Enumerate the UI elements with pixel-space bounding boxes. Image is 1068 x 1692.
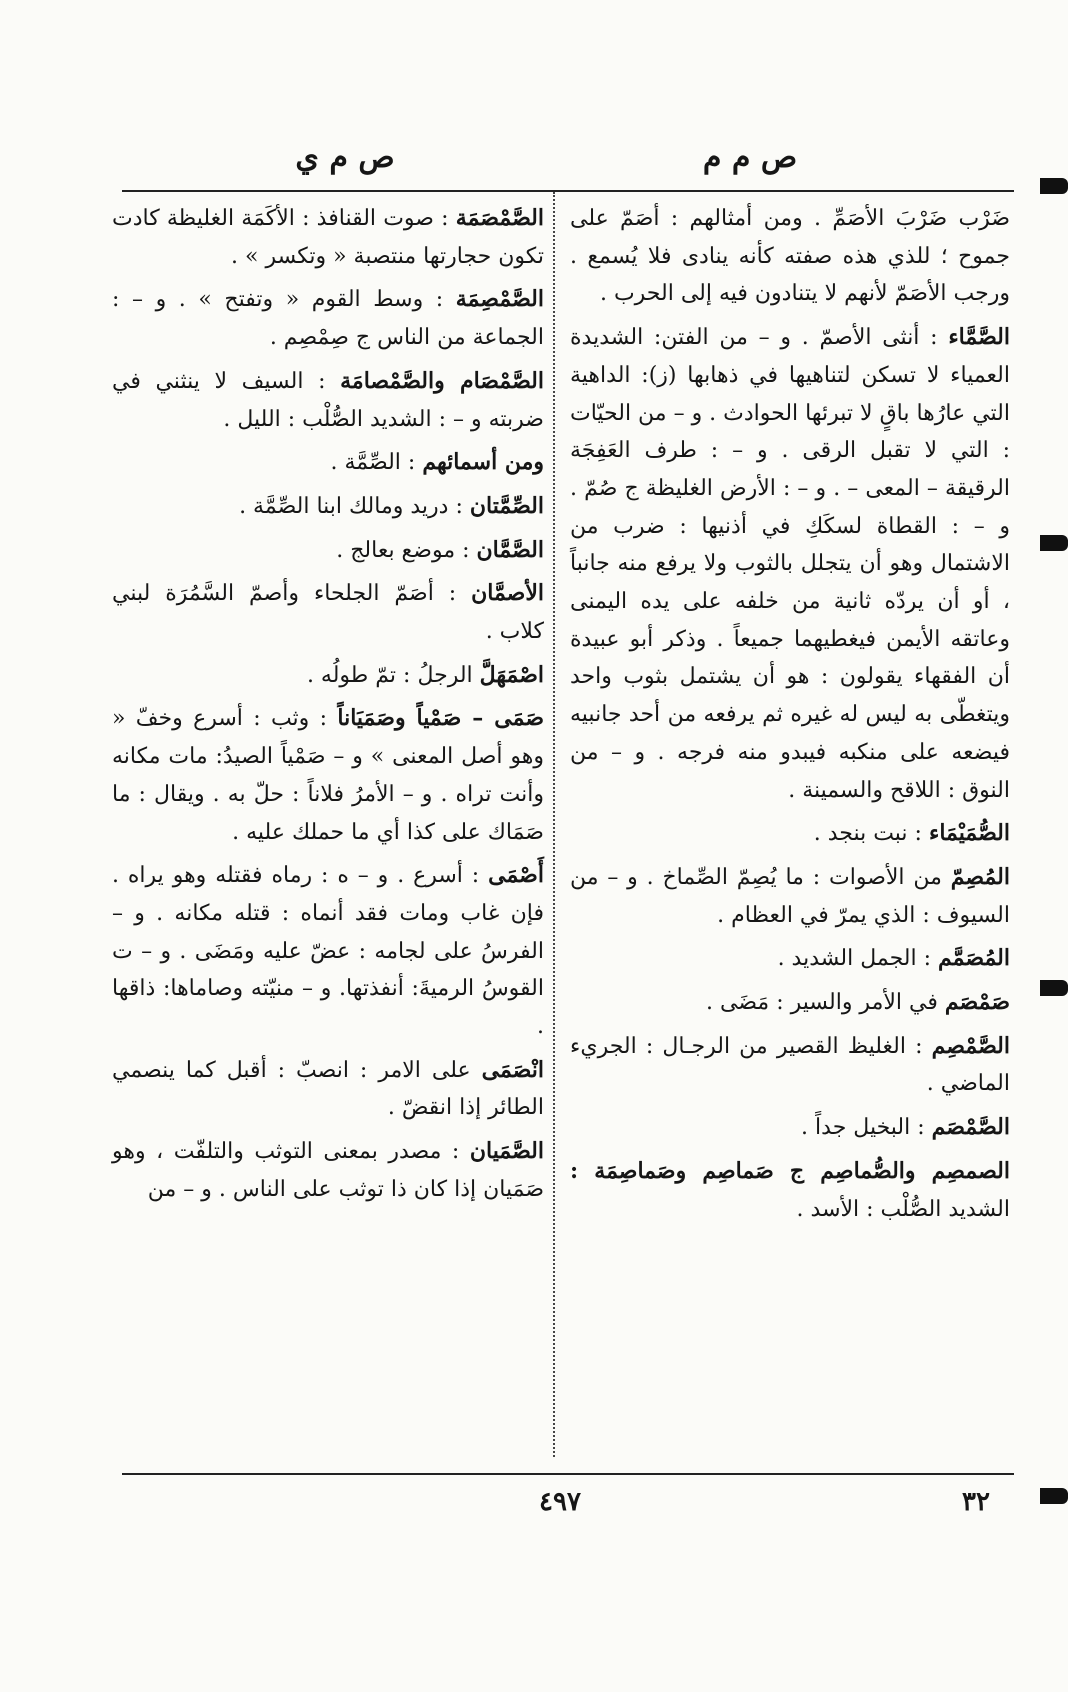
volume-page-number: ٣٢ [962, 1487, 990, 1517]
entry-headword: الصَّمْصَمَة [455, 205, 544, 231]
left-column [112, 200, 544, 1215]
entry-headword: المُصَمَّم [938, 945, 1010, 972]
entry-definition: : الجمل الشديد . [777, 946, 932, 972]
entry-definition: على الامر : انصبّ : أقبل كما ينصمي الطائر إذا انقضّ . [112, 1057, 544, 1121]
dictionary-entry [112, 700, 544, 851]
entry-definition: : أصَمّ الجلحاء وأصمّ السَّمُرَة لبني كلاب . [112, 581, 544, 645]
dictionary-entry [570, 319, 1010, 809]
entry-headword: الصَّمْصِمَة [455, 286, 545, 313]
entry-definition: : السيف لا ينثني في ضربته و – : الشديد الصُّلْب : الليل . [112, 368, 544, 432]
dictionary-entry [112, 363, 544, 438]
entry-definition: : مصدر بمعنى التوثب والتلفّت ، وهو صَمَيان إذا كان ذا توثب على الناس . و – من [112, 1139, 544, 1202]
dictionary-entry [112, 657, 544, 695]
entry-definition: : صوت القنافذ : الأكَمَة الغليظة كادت تكون حجارتها منتصبة « وتكسر » . [112, 206, 544, 269]
dictionary-entry [570, 859, 1010, 934]
entry-headword: الصمصِم والصُّماصِم ج صَماصِم وصَماصِمَة : [570, 1157, 1010, 1184]
entry-headword: الصَّمَيان [469, 1138, 544, 1165]
header-divider [122, 190, 1014, 192]
entry-definition: من الأصوات : ما يُصِمّ الصِّماخ . و – من السيوف : الذي يمرّ في العظام . [570, 864, 1010, 928]
dictionary-entry [112, 857, 544, 1046]
dictionary-entry [570, 940, 1010, 978]
footer-divider [122, 1473, 1014, 1475]
entry-headword: الصَّمَّان [476, 536, 544, 563]
entry-headword: انْصَمَى [481, 1056, 544, 1083]
margin-mark [1040, 535, 1068, 551]
entry-definition: في الأمر والسير : مَضَى . [706, 990, 938, 1016]
dictionary-entry [112, 532, 544, 570]
entry-definition: : نبت بنجد . [813, 821, 922, 847]
right-column-root-header: ص م م [702, 140, 798, 175]
entry-headword: الصَّمْصَام والصَّمْصامَة [340, 367, 544, 394]
margin-mark [1040, 980, 1068, 996]
entry-definition: : وثب : أسرع وخفّ « وهو أصل المعنى » و – صَمْياً الصيدُ: مات مكانه وأنت تراه . و – الأمرُ فلاناً : حلّ به . ويقال : ما صَمَاك على كذا أي ما حملك عليه . [112, 706, 544, 845]
dictionary-entry [112, 1133, 544, 1208]
entry-headword: الصُّمَيْمَاء [928, 820, 1010, 847]
dictionary-entry [112, 444, 544, 482]
entry-definition: : أسرع . و – ه : رماه فقتله وهو يراه . فإن غاب ومات فقد أنماه : قتله مكانه . و – الفرسُ على لجامه : عضّ عليه ومَضَى . و – ت القوسُ الرميةَ: أنفذتها. و – منيّته وصاماها: ذاقها . [112, 863, 544, 1040]
dictionary-entry [112, 200, 544, 275]
entry-definition: : الغليظ القصير من الرجـال : الجريء الماضي . [570, 1033, 1010, 1097]
entry-definition: : الصِّمَّة . [330, 450, 416, 476]
entry-definition: الرجلُ : تمّ طولُه . [306, 662, 473, 688]
entry-definition: : موضع بعالج . [336, 537, 470, 563]
entry-headword: أَصْمَى [488, 862, 544, 889]
entry-headword: صَمَى – صَمْياً وصَمَيَاناً [337, 705, 544, 732]
column-divider [553, 192, 555, 1457]
right-column [570, 200, 1010, 1234]
entry-definition: : وسط القوم « وتفتح » . و – : الجماعة من الناس ج صِمْصِم . [112, 287, 544, 351]
entry-definition: الشديد الصُّلْب : الأسد . [796, 1196, 1010, 1222]
margin-mark [1040, 1488, 1068, 1504]
dictionary-entry [570, 1153, 1010, 1228]
left-column-root-header: ص م ي [295, 140, 395, 175]
entry-headword: صَمْصَم [944, 989, 1010, 1016]
dictionary-entry [570, 984, 1010, 1022]
entry-headword: الصِّمَّتان [469, 492, 544, 519]
entry-headword: اصْمَهَلَّ [479, 661, 544, 688]
entry-headword: الأصمَّان [471, 580, 545, 607]
dictionary-entry [112, 488, 544, 526]
entry-headword: ومن أسمائهم [422, 449, 544, 476]
margin-mark [1040, 178, 1068, 194]
continuation-text: ضَرْب ضَرْبَ الأصَمِّ . ومن أمثالهم : أصَمّ على جموح ؛ للذي هذه صفته كأنه ينادى فلا يُسمع . ورجب الأصَمّ لأنهم لا يتنادون فيه إلى الحرب . [570, 206, 1010, 307]
dictionary-entry [570, 1109, 1010, 1147]
dictionary-entry [112, 1052, 544, 1127]
entry-definition: : أنثى الأصمّ . و – من الفتن: الشديدة العمياء لا تسكن لتناهيها في ذهابها (ز): الداهية التي عارُها باقٍ لا تبرئها الحوادث . و – من الحيّات : التي لا تقبل الرقى . و – : طرف العَفِجَة الرقيقة – المعى – . و – : الأرض الغليظة ج صُمّ . و – : القطاة لسكَكِ في أذنيها : ضرب من الاشتمال وهو أن يتجلل بالثوب ولا يرفع منه جانباً ، أو أن يردّه ثانية من خلفه على يده اليمنى وعاتقه الأيمن فيغطيهما جميعاً . وذكر أبو عبيدة أن الفقهاء يقولون : هو أن يشتمل بثوب واحد ويتغطّى به ليس له غيره ثم يرفعه من أحد جانبيه فيضعه على منكبه فيبدو منه فرجه . و – من النوق : اللاقح والسمينة . [569, 325, 1010, 803]
entry-headword: الصَّمَّاء [948, 324, 1010, 351]
dictionary-entry [112, 575, 544, 650]
entry-headword: الصَّمْصَم [931, 1114, 1010, 1141]
entry-headword: الصَّمْصِم [931, 1032, 1010, 1059]
entry-definition: : دريد ومالك ابنا الصِّمَّة . [239, 493, 463, 519]
dictionary-entry [112, 281, 544, 356]
page-number: ٤٩٧ [539, 1487, 581, 1517]
entry-definition: : البخيل جداً . [801, 1115, 925, 1141]
entry-headword: المُصِمّ [950, 863, 1010, 890]
dictionary-entry [570, 815, 1010, 853]
dictionary-entry [570, 1028, 1010, 1103]
